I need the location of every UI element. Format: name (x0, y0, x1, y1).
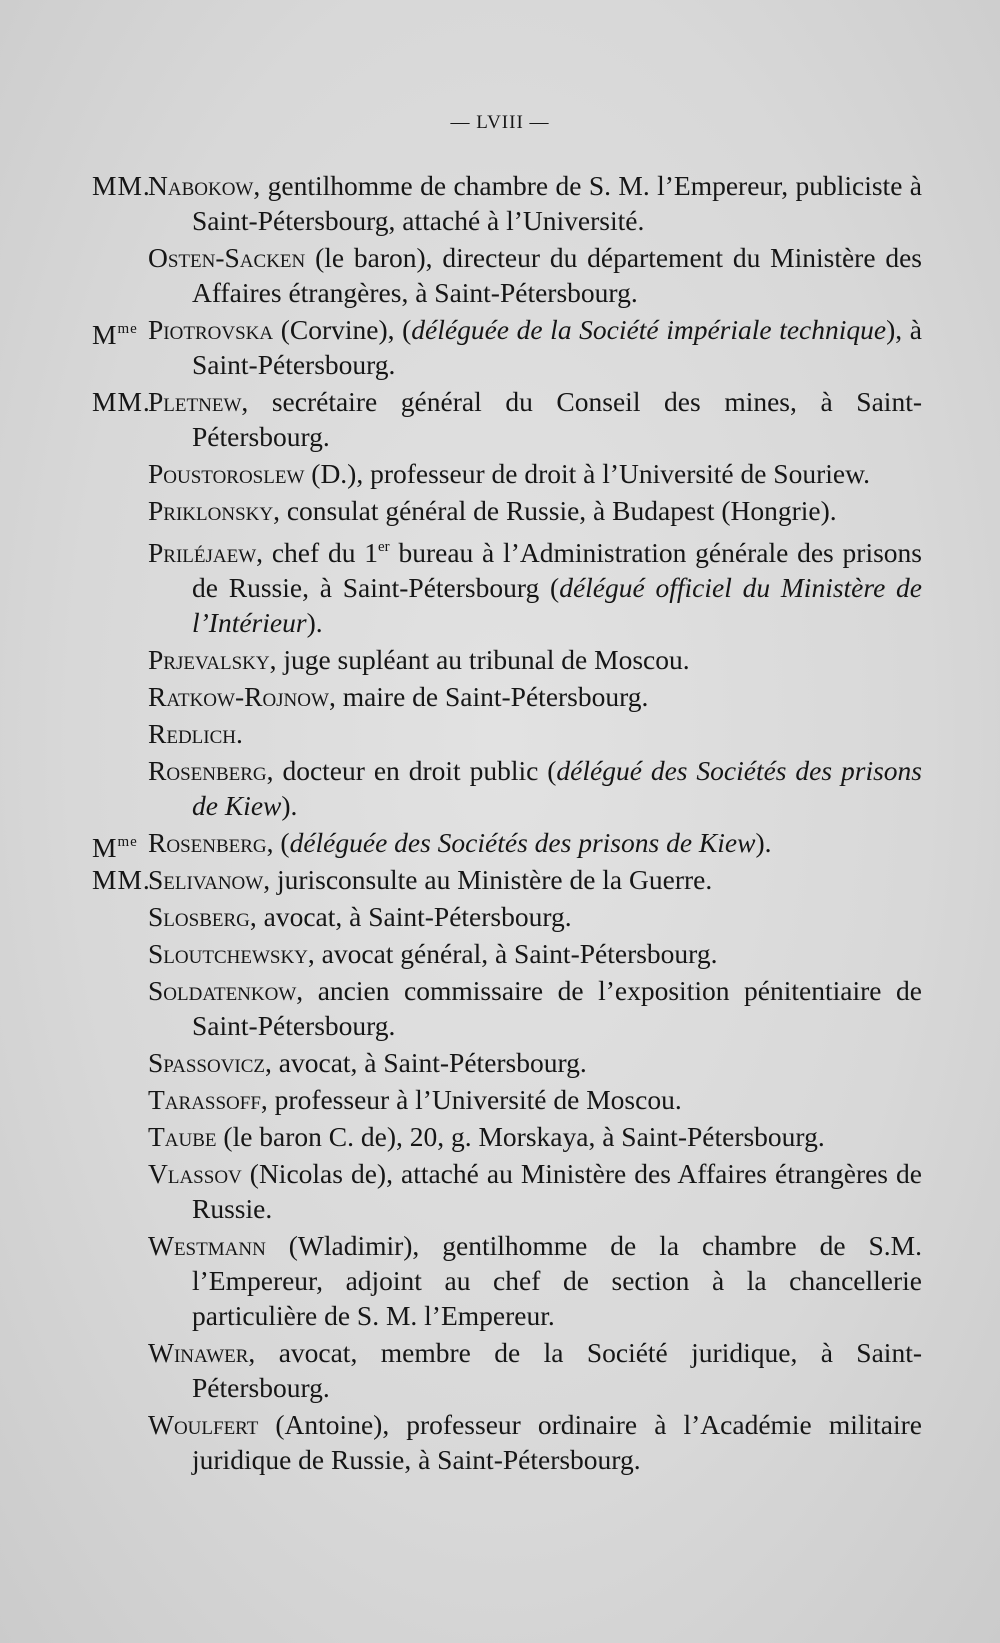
member-name: Pletnew (148, 386, 242, 417)
list-entry (92, 753, 922, 823)
page-number: — LVIII — (450, 112, 550, 133)
member-name: Slosberg (148, 901, 250, 932)
list-entry (92, 679, 922, 714)
member-name: Rosenberg (148, 827, 267, 858)
member-name: Priklonsky (148, 495, 274, 526)
member-name: Soldatenkow (148, 975, 297, 1006)
entry-text: (le baron C. de), 20, g. Morskaya, à Saint-Pétersbourg. (216, 1121, 825, 1152)
entry-text: , gentilhomme de chambre de S. M. l’Empereur, publiciste à Saint-Pétersbourg, attaché à l’Université. (192, 170, 922, 236)
entry-italic: déléguée de la Société impériale technique (411, 314, 887, 345)
entry-text: (Nicolas de), attaché au Ministère des Affaires étrangères de Russie. (192, 1158, 922, 1224)
member-name: Selivanow (148, 864, 264, 895)
list-entry (92, 1228, 922, 1333)
prefix-sup: me (117, 321, 138, 337)
member-name: Woulfert (148, 1409, 259, 1440)
member-name: Osten-Sacken (148, 242, 306, 273)
member-name: Tarassoff (148, 1084, 261, 1115)
entry-text: , chef du 1 (256, 537, 378, 568)
entry-prefix (92, 312, 138, 352)
list-entry (92, 973, 922, 1043)
member-name: Piotrovska (148, 314, 274, 345)
list-entry (92, 825, 922, 863)
entry-text: , ( (266, 827, 290, 858)
entry-text-after: ), à Saint-Pétersbourg. (192, 314, 922, 380)
list-entry (92, 642, 922, 677)
member-name: Poustoroslew (148, 458, 305, 489)
member-name: Prjevalsky (148, 644, 270, 675)
entry-text: , ancien commissaire de l’exposition pénitentiaire de Saint-Pétersbourg. (192, 975, 922, 1041)
entry-prefix (92, 825, 138, 865)
list-entry (92, 899, 922, 934)
member-list (92, 168, 922, 1479)
prefix-main: M (92, 832, 118, 863)
entry-text: (Wladimir), gentilhomme de la chambre de S.M. l’Empereur, adjoint au chef de section à la chancellerie particulière de S. M. l’Empereur. (192, 1230, 922, 1331)
entry-text: , avocat, membre de la Société juridique, à Saint-Pétersbourg. (192, 1337, 922, 1403)
entry-text: , avocat, à Saint-Pétersbourg. (265, 1047, 587, 1078)
list-entry (92, 384, 922, 454)
list-entry (92, 493, 922, 528)
list-entry (92, 1082, 922, 1117)
list-entry (92, 168, 922, 238)
list-entry (92, 1156, 922, 1226)
entry-text: , avocat, à Saint-Pétersbourg. (249, 901, 572, 932)
list-entry (92, 456, 922, 491)
list-entry (92, 530, 922, 640)
entry-text: , docteur en droit public ( (266, 755, 557, 786)
member-name: Spassovicz (148, 1047, 266, 1078)
entry-text-mid: bureau à l’Administration générale des prisons de Russie, à Saint-Pétersbourg ( (192, 537, 922, 603)
member-name: Priléjaew (148, 537, 257, 568)
prefix-main: M (92, 319, 118, 350)
entry-text: , jurisconsulte au Ministère de la Guerre. (263, 864, 713, 895)
entry-text: , secrétaire général du Conseil des mines, à Saint-Pétersbourg. (192, 386, 922, 452)
entry-italic: délégué officiel du Ministère de l’Intérieur (192, 572, 923, 638)
entry-italic: déléguée des Sociétés des prisons de Kiew (289, 827, 756, 858)
entry-text: , professeur à l’Université de Moscou. (260, 1084, 682, 1115)
entry-text-after: ). (306, 607, 323, 638)
list-entry (92, 240, 922, 310)
entry-text: (Antoine), professeur ordinaire à l’Académie militaire juridique de Russie, à Saint-Pétersbourg. (192, 1409, 922, 1475)
list-entry (92, 936, 922, 971)
list-entry (92, 1045, 922, 1080)
prefix-sup: me (117, 834, 138, 850)
member-name: Taube (148, 1121, 217, 1152)
entry-prefix: MM. (92, 170, 151, 201)
entry-italic: délégué des Sociétés des prisons de Kiew (192, 755, 923, 821)
member-name: Vlassov (148, 1158, 242, 1189)
member-name: Sloutchewsky (148, 938, 308, 969)
entry-text: , juge supléant au tribunal de Moscou. (269, 644, 690, 675)
member-name: Winawer (148, 1337, 249, 1368)
entry-text-after: ). (281, 790, 298, 821)
entry-text: , maire de Saint-Pétersbourg. (328, 681, 649, 712)
entry-text: (Corvine), ( (273, 314, 412, 345)
list-entry (92, 1119, 922, 1154)
member-name: Redlich (148, 718, 236, 749)
member-name: Westmann (148, 1230, 266, 1261)
entry-prefix: MM. (92, 864, 151, 895)
entry-prefix: MM. (92, 386, 151, 417)
list-entry (92, 716, 922, 751)
list-entry (92, 312, 922, 382)
member-name: Ratkow-Rojnow (148, 681, 329, 712)
entry-text: , consulat général de Russie, à Budapest (Hongrie). (273, 495, 837, 526)
list-entry (92, 1335, 922, 1405)
member-name: Rosenberg (148, 755, 267, 786)
list-entry (92, 1407, 922, 1477)
entry-text: (le baron), directeur du département du Ministère des Affaires étrangères, à Saint-Pétersbourg. (192, 242, 922, 308)
entry-text: (D.), professeur de droit à l’Université de Souriew. (304, 458, 871, 489)
ordinal-sup: er (378, 539, 390, 555)
entry-text: . (236, 718, 243, 749)
list-entry (92, 862, 922, 897)
entry-text-after: ). (755, 827, 772, 858)
entry-text: , avocat général, à Saint-Pétersbourg. (307, 938, 718, 969)
member-name: Nabokow (148, 170, 254, 201)
